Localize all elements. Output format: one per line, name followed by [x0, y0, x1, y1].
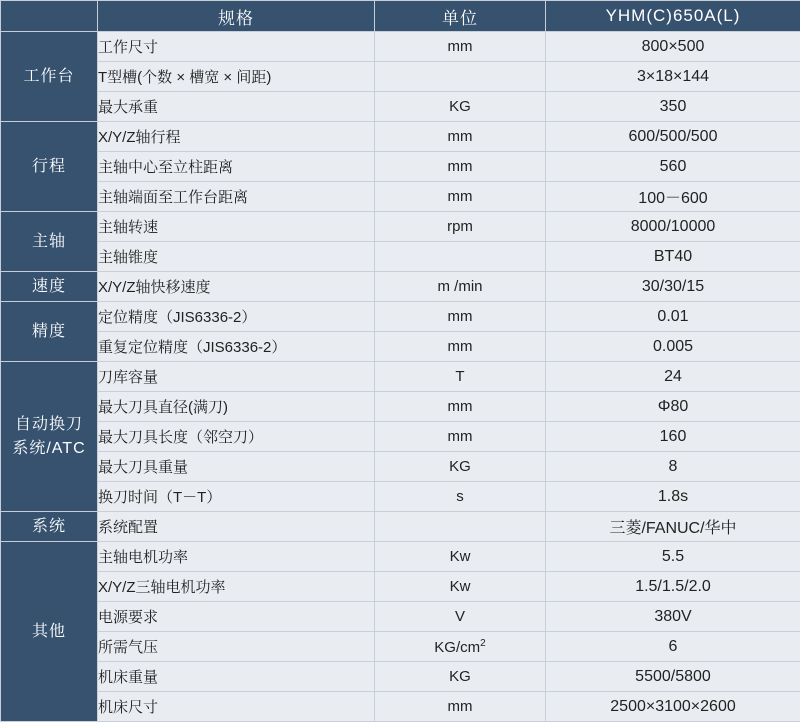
table-row: [1, 422, 800, 452]
table-row: [1, 302, 800, 332]
group-label-atc: [1, 362, 98, 512]
row-unit: rpm: [375, 212, 546, 242]
row-value: 380V: [546, 602, 800, 632]
row-unit: [375, 242, 546, 272]
row-item: 刀库容量: [98, 362, 375, 392]
row-item: 重复定位精度（JIS6336-2）: [98, 332, 375, 362]
row-unit: V: [375, 602, 546, 632]
row-item: 最大承重: [98, 92, 375, 122]
row-unit: mm: [375, 302, 546, 332]
row-item: X/Y/Z轴快移速度: [98, 272, 375, 302]
row-value: 100－600: [546, 182, 800, 212]
row-item: 主轴转速: [98, 212, 375, 242]
row-item: X/Y/Z三轴电机功率: [98, 572, 375, 602]
table-row: [1, 632, 800, 662]
row-item: 机床尺寸: [98, 692, 375, 722]
table-row: [1, 152, 800, 182]
row-item: 机床重量: [98, 662, 375, 692]
row-unit-base: KG/cm: [434, 639, 480, 656]
row-value: 6: [546, 632, 800, 662]
row-item: 最大刀具重量: [98, 452, 375, 482]
group-label-system: 系统: [1, 512, 98, 542]
row-item: 电源要求: [98, 602, 375, 632]
row-unit: Kw: [375, 542, 546, 572]
group-label-accuracy: 精度: [1, 302, 98, 362]
row-value: 600/500/500: [546, 122, 800, 152]
group-label-speed: 速度: [1, 272, 98, 302]
row-unit: [375, 512, 546, 542]
row-item: X/Y/Z轴行程: [98, 122, 375, 152]
row-item: 主轴端面至工作台距离: [98, 182, 375, 212]
table-row: [1, 482, 800, 512]
row-value: 0.01: [546, 302, 800, 332]
row-unit: s: [375, 482, 546, 512]
table-row: [1, 212, 800, 242]
row-unit: mm: [375, 122, 546, 152]
row-unit: mm: [375, 32, 546, 62]
group-label-spindle: 主轴: [1, 212, 98, 272]
row-unit: m /min: [375, 272, 546, 302]
row-unit: mm: [375, 392, 546, 422]
row-value: 0.005: [546, 332, 800, 362]
row-unit: mm: [375, 692, 546, 722]
row-unit: mm: [375, 182, 546, 212]
row-item: 主轴电机功率: [98, 542, 375, 572]
group-label-atc-line2: 系统/ATC: [12, 440, 85, 457]
row-value: 三菱/FANUC/华中: [546, 512, 800, 542]
row-unit-exponent: 2: [480, 638, 486, 649]
header-unit: 单位: [375, 1, 546, 32]
row-value: 2500×3100×2600: [546, 692, 800, 722]
table-row: [1, 32, 800, 62]
table-row: [1, 362, 800, 392]
row-item: T型槽(个数 × 槽宽 × 间距): [98, 62, 375, 92]
table-row: [1, 602, 800, 632]
row-unit: Kw: [375, 572, 546, 602]
row-unit: [375, 62, 546, 92]
row-value: 5500/5800: [546, 662, 800, 692]
row-unit: KG: [375, 452, 546, 482]
row-item: 所需气压: [98, 632, 375, 662]
row-value: 1.8s: [546, 482, 800, 512]
row-unit: mm: [375, 422, 546, 452]
table-row: [1, 122, 800, 152]
row-unit: mm: [375, 152, 546, 182]
row-value: 8: [546, 452, 800, 482]
group-label-other: 其他: [1, 542, 98, 722]
row-unit: [375, 632, 546, 662]
row-item: 换刀时间（T－T）: [98, 482, 375, 512]
row-unit: KG: [375, 662, 546, 692]
table-row: [1, 692, 800, 722]
row-value: 3×18×144: [546, 62, 800, 92]
table-row: [1, 392, 800, 422]
row-unit: KG: [375, 92, 546, 122]
row-value: BT40: [546, 242, 800, 272]
table-row: [1, 332, 800, 362]
row-value: 30/30/15: [546, 272, 800, 302]
table-row: [1, 272, 800, 302]
table-row: [1, 512, 800, 542]
row-value: 8000/10000: [546, 212, 800, 242]
row-value: 800×500: [546, 32, 800, 62]
row-item: 定位精度（JIS6336-2）: [98, 302, 375, 332]
group-label-atc-line1: 自动换刀: [15, 416, 83, 433]
row-item: 主轴锥度: [98, 242, 375, 272]
table-row: [1, 92, 800, 122]
row-item: 工作尺寸: [98, 32, 375, 62]
table-row: [1, 662, 800, 692]
group-label-travel: 行程: [1, 122, 98, 212]
table-row: [1, 182, 800, 212]
row-unit: T: [375, 362, 546, 392]
row-value: 24: [546, 362, 800, 392]
row-unit: mm: [375, 332, 546, 362]
table-header-row: [1, 1, 800, 32]
group-label-worktable: 工作台: [1, 32, 98, 122]
table-row: [1, 572, 800, 602]
row-item: 系统配置: [98, 512, 375, 542]
table-row: [1, 542, 800, 572]
row-value: 350: [546, 92, 800, 122]
header-spec: 规格: [98, 1, 375, 32]
row-value: 160: [546, 422, 800, 452]
row-item: 最大刀具长度（邻空刀）: [98, 422, 375, 452]
row-value: Φ80: [546, 392, 800, 422]
row-value: 560: [546, 152, 800, 182]
row-value: 1.5/1.5/2.0: [546, 572, 800, 602]
row-item: 主轴中心至立柱距离: [98, 152, 375, 182]
table-row: [1, 62, 800, 92]
row-value: 5.5: [546, 542, 800, 572]
table-row: [1, 452, 800, 482]
row-item: 最大刀具直径(满刀): [98, 392, 375, 422]
header-blank: [1, 1, 98, 32]
header-model: YHM(C)650A(L): [546, 1, 800, 32]
table-row: [1, 242, 800, 272]
